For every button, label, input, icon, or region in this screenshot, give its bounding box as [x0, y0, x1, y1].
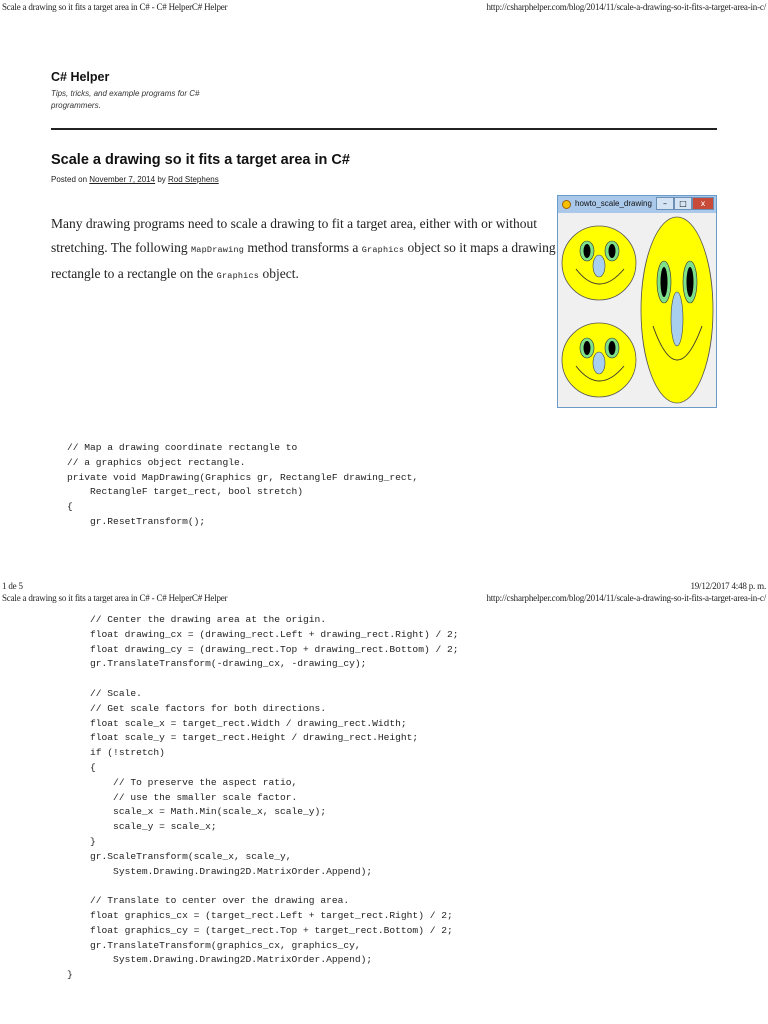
stretched-face — [641, 217, 713, 403]
code-line: System.Drawing.Drawing2D.MatrixOrder.Append); — [90, 954, 373, 966]
code-line: } — [90, 835, 96, 847]
nose-icon — [671, 292, 683, 346]
code-line: float scale_x = target_rect.Width / drawing_rect.Width; — [90, 717, 407, 729]
code-line — [67, 879, 459, 894]
site-title[interactable]: C# Helper — [51, 70, 110, 84]
intro-code-graphics-2: Graphics — [216, 271, 260, 281]
right-pupil — [687, 267, 694, 297]
code-block-2 — [67, 613, 459, 983]
header-rule — [51, 128, 717, 130]
code-line: float drawing_cx = (drawing_rect.Left + drawing_rect.Right) / 2; — [90, 628, 459, 640]
code-line: gr.ResetTransform(); — [67, 515, 206, 527]
code-line: // To preserve the aspect ratio, — [90, 776, 298, 788]
post-author-link[interactable]: Rod Stephens — [168, 175, 219, 184]
intro-text-1: Many drawing programs need to scale a drawing to fit a target area, either with or without stretching. The following — [51, 216, 537, 255]
page1-header-title: Scale a drawing so it fits a target area in C# - C# HelperC# Helper — [2, 2, 228, 12]
minimize-icon: – — [656, 197, 674, 210]
by-label: by — [157, 175, 166, 184]
code-line — [67, 672, 459, 687]
code-line: float drawing_cy = (drawing_rect.Top + drawing_rect.Bottom) / 2; — [90, 643, 459, 655]
code-line: float scale_y = target_rect.Height / drawing_rect.Height; — [90, 732, 419, 744]
code-line: { — [90, 761, 96, 773]
page2-header-url: http://csharphelper.com/blog/2014/11/scale-a-drawing-so-it-fits-a-target-area-in-c/ — [486, 593, 766, 603]
page1-footer-page-number: 1 de 5 — [2, 581, 23, 591]
intro-code-mapdrawing: MapDrawing — [190, 244, 244, 255]
code-block-1 — [67, 441, 418, 530]
page2-header-title: Scale a drawing so it fits a target area in C# - C# HelperC# Helper — [2, 593, 228, 603]
close-icon: x — [692, 197, 714, 210]
nose-icon — [593, 255, 605, 277]
code-line: float graphics_cx = (target_rect.Left + target_rect.Right) / 2; — [90, 909, 453, 921]
small-face-bottom — [562, 323, 636, 397]
code-line: scale_y = scale_x; — [90, 821, 217, 833]
code-line: RectangleF target_rect, bool stretch) — [67, 486, 304, 498]
maximize-icon: □ — [674, 197, 692, 210]
code-line: // Translate to center over the drawing area. — [90, 895, 350, 907]
nose-icon — [593, 352, 605, 374]
intro-text-4: object. — [259, 266, 299, 281]
code-line: scale_x = Math.Min(scale_x, scale_y); — [90, 806, 327, 818]
right-pupil — [609, 341, 616, 355]
code-line: // Map a drawing coordinate rectangle to — [67, 442, 298, 453]
program-window-screenshot — [557, 195, 717, 408]
code-line: float graphics_cy = (target_rect.Top + target_rect.Bottom) / 2; — [90, 924, 453, 936]
code-line: // use the smaller scale factor. — [90, 791, 298, 803]
app-icon — [562, 200, 571, 209]
code-line: System.Drawing.Drawing2D.MatrixOrder.Append); — [90, 865, 373, 877]
code-line: gr.TranslateTransform(graphics_cx, graphics_cy, — [90, 939, 361, 951]
intro-text-2: method transforms a — [244, 239, 362, 255]
page1-header-url: http://csharphelper.com/blog/2014/11/scale-a-drawing-so-it-fits-a-target-area-in-c/ — [486, 2, 766, 12]
right-pupil — [609, 244, 616, 258]
post-title[interactable]: Scale a drawing so it fits a target area in C# — [51, 152, 350, 168]
left-pupil — [584, 244, 591, 258]
post-intro — [51, 212, 556, 289]
left-pupil — [661, 267, 668, 297]
window-title-bar — [558, 196, 716, 213]
window-title: howto_scale_drawing — [575, 199, 652, 208]
post-date-link[interactable]: November 7, 2014 — [89, 175, 156, 184]
code-line: gr.TranslateTransform(-drawing_cx, -drawing_cy); — [90, 658, 367, 670]
intro-code-graphics-1: Graphics — [361, 244, 405, 255]
posted-on-label: Posted on — [51, 175, 88, 184]
code-line: { — [67, 501, 73, 513]
code-line: // a graphics object rectangle. — [67, 456, 246, 468]
code-line: // Center the drawing area at the origin. — [90, 614, 327, 625]
intro-text-3: object so it maps a drawing rectangle to a rectangle on the — [51, 239, 556, 281]
page1-footer-timestamp: 19/12/2017 4:48 p. m. — [690, 581, 766, 591]
smiley-drawing — [560, 214, 714, 405]
code-line: // Scale. — [90, 687, 142, 699]
small-face-top — [562, 226, 636, 300]
code-line: } — [67, 969, 73, 981]
code-line: if (!stretch) — [90, 747, 165, 759]
code-line: // Get scale factors for both directions. — [90, 702, 327, 714]
code-line: gr.ScaleTransform(scale_x, scale_y, — [90, 850, 292, 862]
post-meta — [51, 175, 219, 184]
code-line: private void MapDrawing(Graphics gr, RectangleF drawing_rect, — [67, 471, 419, 483]
site-tagline: Tips, tricks, and example programs for C# programmers. — [51, 89, 200, 110]
left-pupil — [584, 341, 591, 355]
